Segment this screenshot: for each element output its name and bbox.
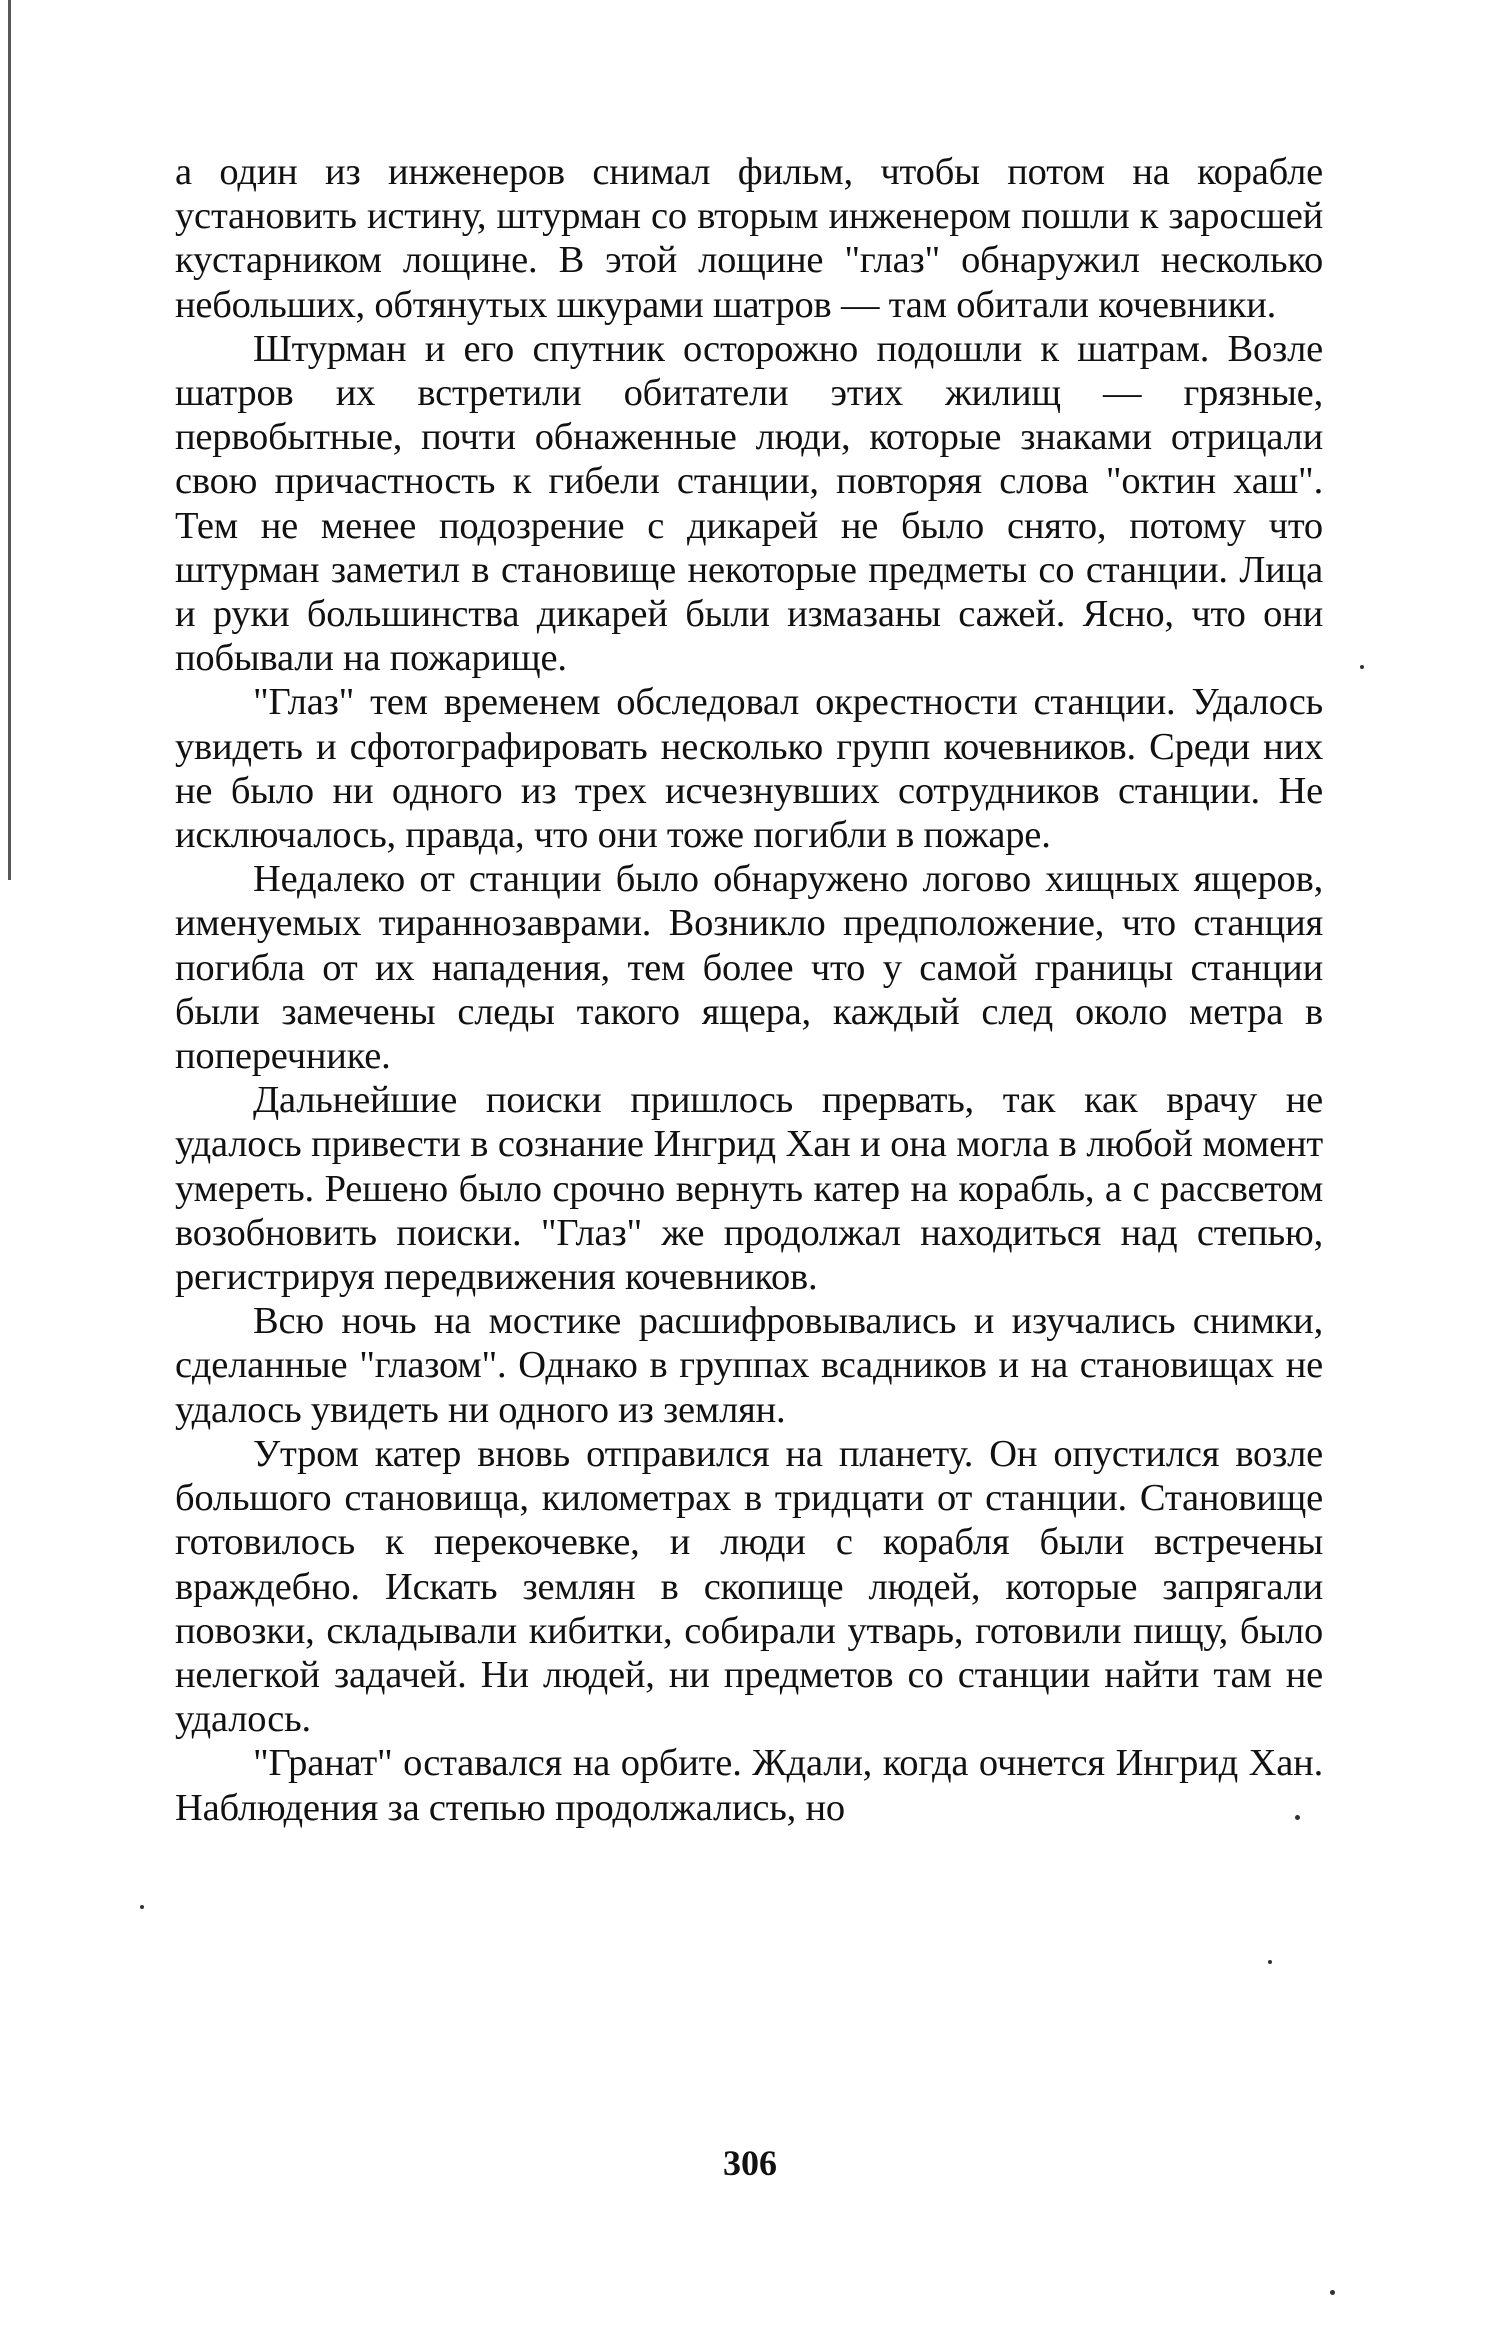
paragraph: Утром катер вновь отправился на планету. Он опустился возле большого становища, километрах в тридцати от станции. Становище готовилось к перекочевке, и люди с корабля были встречены враждебно. Искать землян в скопище людей, которые запрягали повозки, складывали кибитки, собирали утварь, готовили пищу, было нелегкой задачей. Ни людей, ни предметов со станции найти там не удалось. — [175, 1432, 1323, 1741]
scan-speck — [1330, 2290, 1335, 2295]
page-number: 306 — [723, 2143, 777, 2183]
paragraph: Штурман и его спутник осторожно подошли к шатрам. Возле шатров их встретили обитатели этих жилищ — грязные, первобытные, почти обнаженные люди, которые знаками отрицали свою причастность к гибели станции, повторяя слова "октин хаш". Тем не менее подозрение с дикарей не было снято, потому что штурман заметил в становище некоторые предметы со станции. Лица и руки большинства дикарей были измазаны сажей. Ясно, что они побывали на пожарище. — [175, 327, 1323, 680]
scan-speck — [1360, 665, 1364, 669]
paragraph: "Гранат" оставался на орбите. Ждали, когда очнется Ингрид Хан. Наблюдения за степью продолжались, но — [175, 1742, 1323, 1829]
paragraph: Дальнейшие поиски пришлось прервать, так как врачу не удалось привести в сознание Ингрид Хан и она могла в любой момент умереть. Решено было срочно вернуть катер на корабль, а с рассветом возобновить поиски. "Глаз" же продолжал находиться над степью, регистрируя передвижения кочевников. — [175, 1079, 1323, 1299]
paragraph: Недалеко от станции было обнаружено логово хищных ящеров, именуемых тираннозаврами. Возникло предположение, что станция погибла от их нападения, тем более что у самой границы станции были замечены следы такого ящера, каждый след около метра в поперечнике. — [175, 858, 1323, 1078]
body-text — [175, 150, 1323, 1830]
scan-edge-line — [8, 0, 11, 880]
paragraph: Всю ночь на мостике расшифровывались и изучались снимки, сделанные "глазом". Однако в группах всадников и на становищах не удалось увидеть ни одного из землян. — [175, 1300, 1323, 1431]
paragraph: а один из инженеров снимал фильм, чтобы потом на корабле установить истину, штурман со вторым инженером пошли к заросшей кустарником лощине. В этой лощине "глаз" обнаружил несколько небольших, обтянутых шкурами шатров — там обитали кочевники. — [175, 151, 1323, 326]
paragraph: "Глаз" тем временем обследовал окрестности станции. Удалось увидеть и сфотографировать несколько групп кочевников. Среди них не было ни одного из трех исчезнувших сотрудников станции. Не исключалось, правда, что они тоже погибли в пожаре. — [175, 681, 1323, 857]
scan-speck — [140, 1905, 144, 1909]
scan-speck — [1268, 1960, 1272, 1964]
